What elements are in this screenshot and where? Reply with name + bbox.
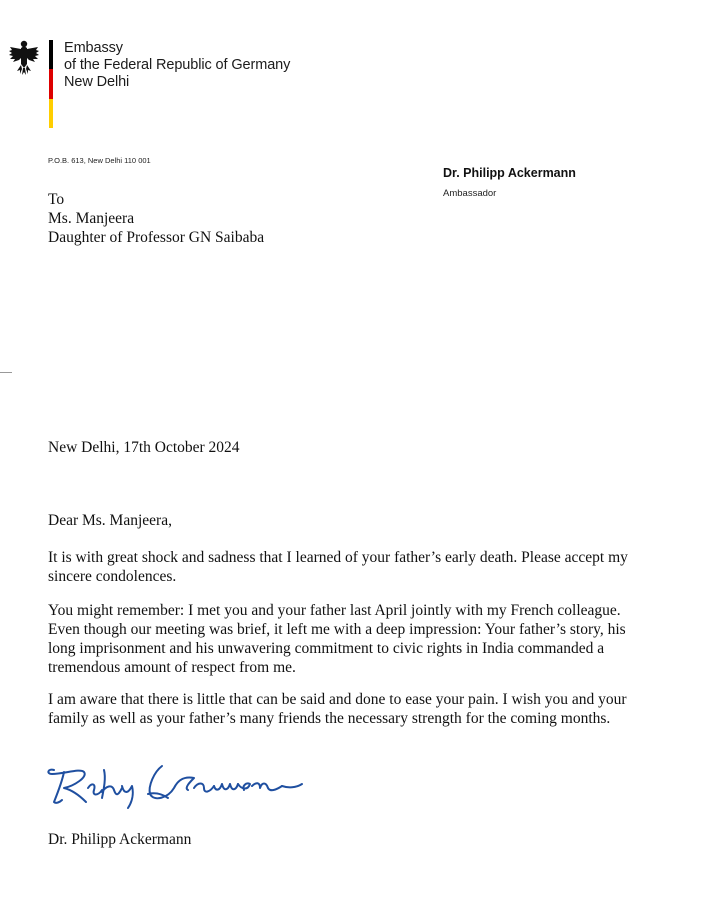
salutation: Dear Ms. Manjeera, [48,512,172,529]
fold-mark [0,372,12,373]
postal-address: P.O.B. 613, New Delhi 110 001 [48,156,151,165]
handwritten-signature [44,758,306,810]
paragraph-line: You might remember: I met you and your father last April jointly with my French colleague. [48,602,621,619]
federal-eagle-icon [8,38,40,76]
paragraph-line: tremendous amount of respect from me. [48,659,296,676]
sender-name: Dr. Philipp Ackermann [443,166,576,180]
paragraph-line: sincere condolences. [48,568,177,585]
closing-signatory-name: Dr. Philipp Ackermann [48,831,192,848]
sender-title: Ambassador [443,188,497,199]
flag-stripe-black [49,40,53,69]
embassy-name-line: of the Federal Republic of Germany [64,57,291,73]
body-paragraph [48,690,688,728]
recipient-line: To [48,191,65,208]
place-date: New Delhi, 17th October 2024 [48,439,240,456]
paragraph-line: Even though our meeting was brief, it left me with a deep impression: Your father’s story, his [48,621,626,638]
paragraph-line: family as well as your father’s many friends the necessary strength for the coming months. [48,710,611,727]
body-paragraph [48,548,688,586]
body-paragraph [48,601,688,677]
paragraph-line: It is with great shock and sadness that I learned of your father’s early death. Please accept my [48,549,628,566]
flag-stripe-red [49,69,53,98]
embassy-name-line: Embassy [64,40,123,56]
flag-stripe-gold [49,99,53,128]
recipient-line: Ms. Manjeera [48,210,135,227]
german-flag-bar [49,40,53,128]
embassy-name-line: New Delhi [64,74,130,90]
recipient-line: Daughter of Professor GN Saibaba [48,229,265,246]
embassy-name [64,40,290,91]
paragraph-line: I am aware that there is little that can be said and done to ease your pain. I wish you and your [48,691,627,708]
recipient-address [48,190,264,247]
paragraph-line: long imprisonment and his unwavering commitment to civic rights in India commanded a [48,640,605,657]
